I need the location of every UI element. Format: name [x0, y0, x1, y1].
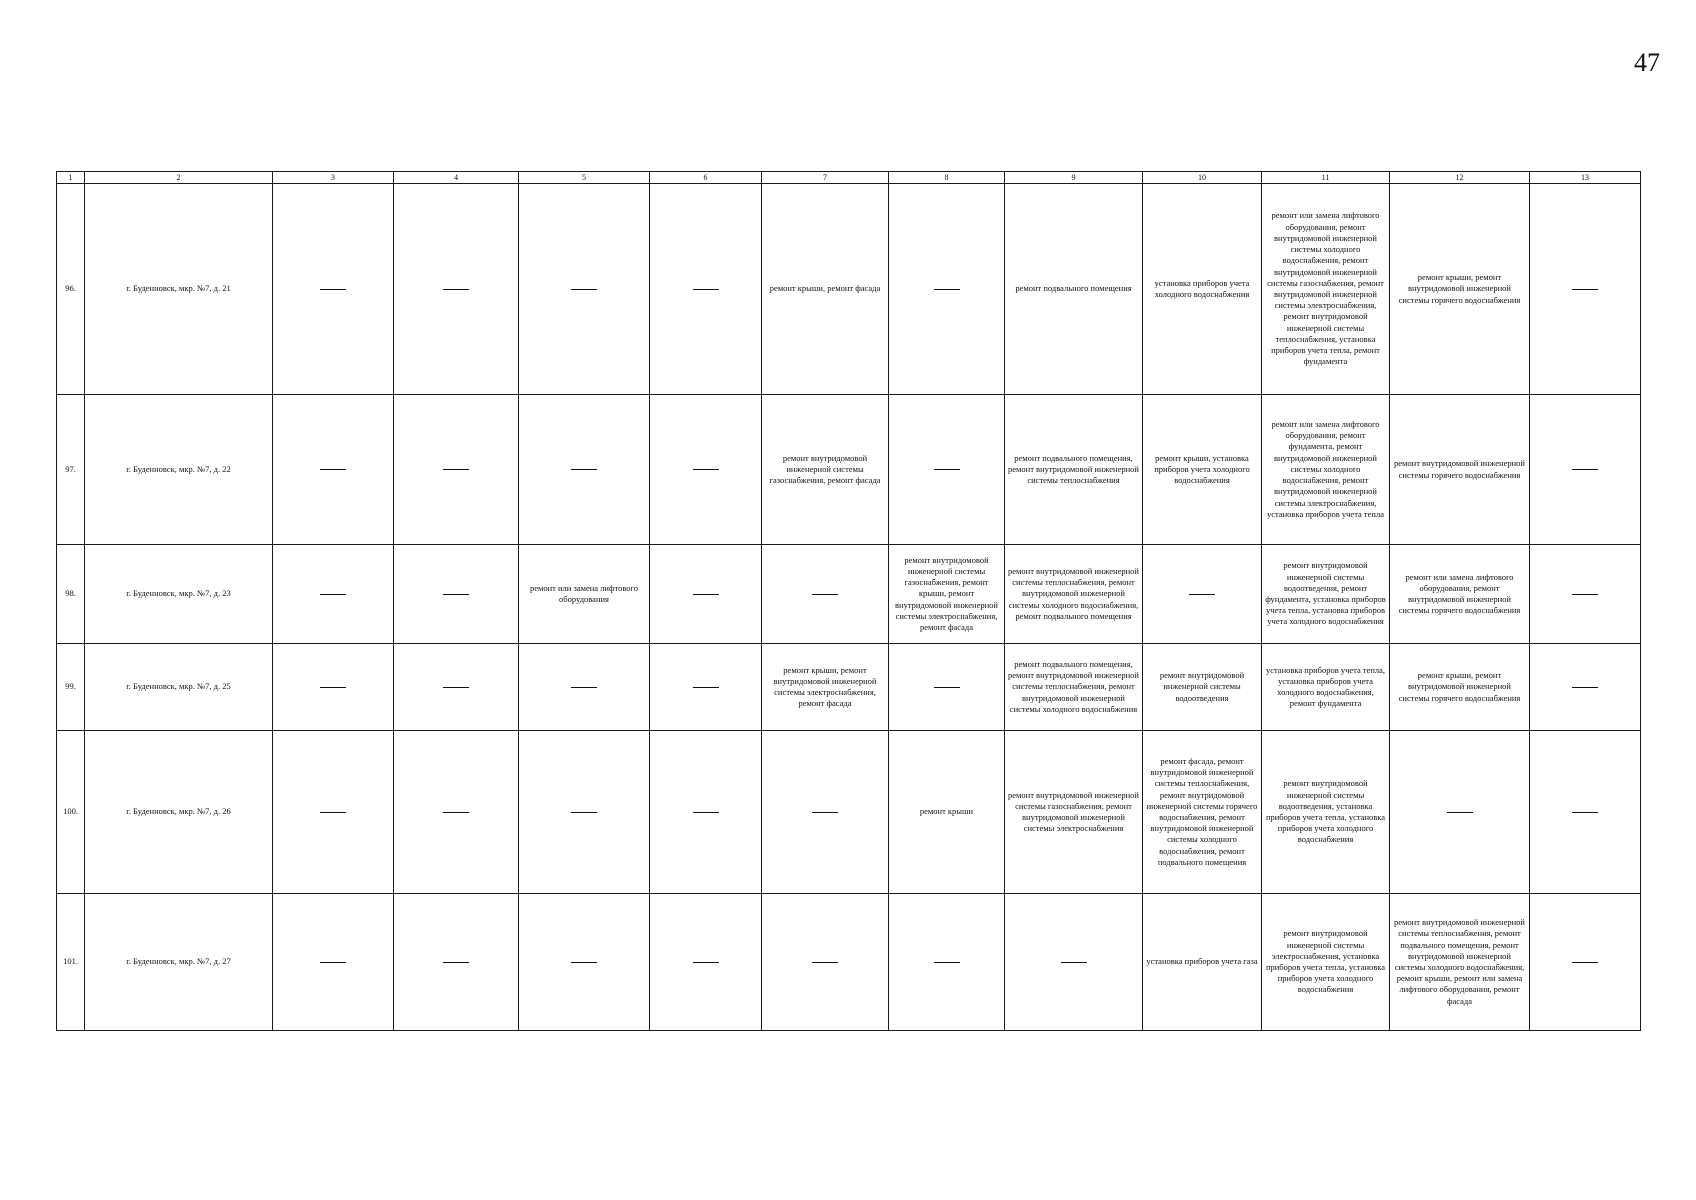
work-cell: ремонт крыши, ремонт внутридомовой инженерной системы электроснабжения, ремонт фасада [762, 644, 889, 731]
column-number-cell: 10 [1143, 172, 1262, 184]
empty-cell [273, 731, 394, 894]
work-cell: ремонт крыши, установка приборов учета холодного водоснабжения [1143, 395, 1262, 545]
page-number: 47 [1634, 48, 1660, 77]
table-row [57, 184, 1641, 395]
work-cell: ремонт крыши, ремонт внутридомовой инженерной системы горячего водоснабжения [1390, 644, 1530, 731]
table-row [57, 395, 1641, 545]
work-cell: ремонт подвального помещения, ремонт внутридомовой инженерной системы теплоснабжения [1005, 395, 1143, 545]
empty-cell [650, 894, 762, 1031]
empty-cell [273, 395, 394, 545]
empty-cell [394, 894, 519, 1031]
dash-mark [571, 469, 597, 470]
column-number-cell: 3 [273, 172, 394, 184]
dash-mark [934, 687, 960, 688]
address-cell: г. Буденновск, мкр. №7, д. 26 [85, 731, 273, 894]
work-cell: ремонт крыши, ремонт внутридомовой инженерной системы горячего водоснабжения [1390, 184, 1530, 395]
work-cell: ремонт или замена лифтового оборудования [519, 545, 650, 644]
dash-mark [1572, 812, 1598, 813]
dash-mark [693, 962, 719, 963]
dash-mark [443, 289, 469, 290]
dash-mark [320, 812, 346, 813]
dash-mark [443, 469, 469, 470]
work-cell: ремонт или замена лифтового оборудования, ремонт фундамента, ремонт внутридомовой инженерной системы холодного водоснабжения, ремонт внутридомовой инженерной системы электроснабжения, установка приборов учета тепла [1262, 395, 1390, 545]
dash-mark [812, 812, 838, 813]
dash-mark [1572, 289, 1598, 290]
work-cell: установка приборов учета газа [1143, 894, 1262, 1031]
address-cell: г. Буденновск, мкр. №7, д. 21 [85, 184, 273, 395]
empty-cell [1005, 894, 1143, 1031]
dash-mark [320, 594, 346, 595]
empty-cell [394, 731, 519, 894]
empty-cell [1390, 731, 1530, 894]
column-number-cell: 4 [394, 172, 519, 184]
column-number-cell: 12 [1390, 172, 1530, 184]
work-cell: ремонт или замена лифтового оборудования, ремонт внутридомовой инженерной системы горячего водоснабжения [1390, 545, 1530, 644]
empty-cell [273, 184, 394, 395]
dash-mark [1189, 594, 1215, 595]
dash-mark [812, 962, 838, 963]
dash-mark [693, 289, 719, 290]
empty-cell [650, 545, 762, 644]
dash-mark [571, 289, 597, 290]
work-cell: ремонт внутридомовой инженерной системы газоснабжения, ремонт крыши, ремонт внутридомовой инженерной системы электроснабжения, ремонт фасада [889, 545, 1005, 644]
work-cell: установка приборов учета холодного водоснабжения [1143, 184, 1262, 395]
table-row [57, 545, 1641, 644]
dash-mark [320, 687, 346, 688]
dash-mark [1572, 594, 1598, 595]
empty-cell [762, 731, 889, 894]
dash-mark [320, 289, 346, 290]
empty-cell [889, 644, 1005, 731]
empty-cell [650, 184, 762, 395]
empty-cell [889, 395, 1005, 545]
empty-cell [519, 731, 650, 894]
dash-mark [443, 962, 469, 963]
column-number-cell: 6 [650, 172, 762, 184]
dash-mark [1447, 812, 1473, 813]
empty-cell [1530, 644, 1641, 731]
work-cell: ремонт внутридомовой инженерной системы водоотведения [1143, 644, 1262, 731]
dash-mark [1572, 687, 1598, 688]
empty-cell [762, 894, 889, 1031]
work-cell: ремонт фасада, ремонт внутридомовой инженерной системы теплоснабжения, ремонт внутридомовой инженерной системы горячего водоснабжения, ремонт внутридомовой инженерной системы холодного водоснабжения, ремонт подвального помещения [1143, 731, 1262, 894]
table-row [57, 894, 1641, 1031]
dash-mark [320, 962, 346, 963]
dash-mark [443, 812, 469, 813]
dash-mark [320, 469, 346, 470]
work-cell: ремонт внутридомовой инженерной системы водоотведения, ремонт фундамента, установка приборов учета тепла, установка приборов учета холодного водоснабжения [1262, 545, 1390, 644]
empty-cell [394, 545, 519, 644]
empty-cell [650, 731, 762, 894]
column-number-cell: 8 [889, 172, 1005, 184]
dash-mark [934, 289, 960, 290]
column-number-cell: 13 [1530, 172, 1641, 184]
empty-cell [273, 644, 394, 731]
row-number: 99. [57, 644, 85, 731]
dash-mark [934, 962, 960, 963]
column-number-cell: 5 [519, 172, 650, 184]
empty-cell [762, 545, 889, 644]
work-cell: ремонт крыши, ремонт фасада [762, 184, 889, 395]
empty-cell [650, 395, 762, 545]
column-number-cell: 7 [762, 172, 889, 184]
row-number: 100. [57, 731, 85, 894]
empty-cell [394, 184, 519, 395]
address-cell: г. Буденновск, мкр. №7, д. 22 [85, 395, 273, 545]
empty-cell [889, 894, 1005, 1031]
dash-mark [693, 594, 719, 595]
column-number-cell: 11 [1262, 172, 1390, 184]
dash-mark [1572, 469, 1598, 470]
work-cell: установка приборов учета тепла, установка приборов учета холодного водоснабжения, ремонт фундамента [1262, 644, 1390, 731]
empty-cell [519, 644, 650, 731]
empty-cell [273, 545, 394, 644]
empty-cell [273, 894, 394, 1031]
empty-cell [519, 184, 650, 395]
row-number: 97. [57, 395, 85, 545]
address-cell: г. Буденновск, мкр. №7, д. 25 [85, 644, 273, 731]
empty-cell [1530, 395, 1641, 545]
dash-mark [571, 687, 597, 688]
empty-cell [1530, 184, 1641, 395]
dash-mark [571, 812, 597, 813]
work-cell: ремонт внутридомовой инженерной системы водоотведения, установка приборов учета тепла, установка приборов учета холодного водоснабжения [1262, 731, 1390, 894]
work-cell: ремонт крыши [889, 731, 1005, 894]
empty-cell [1530, 731, 1641, 894]
empty-cell [1530, 545, 1641, 644]
work-cell: ремонт подвального помещения, ремонт внутридомовой инженерной системы теплоснабжения, ремонт внутридомовой инженерной системы холодного водоснабжения [1005, 644, 1143, 731]
empty-cell [889, 184, 1005, 395]
dash-mark [934, 469, 960, 470]
work-cell: ремонт внутридомовой инженерной системы электроснабжения, установка приборов учета тепла, установка приборов учета холодного водоснабжения [1262, 894, 1390, 1031]
dash-mark [443, 594, 469, 595]
row-number: 98. [57, 545, 85, 644]
column-number-row [57, 172, 1641, 184]
empty-cell [394, 395, 519, 545]
empty-cell [650, 644, 762, 731]
work-cell: ремонт или замена лифтового оборудования, ремонт внутридомовой инженерной системы холодного водоснабжения, ремонт внутридомовой инженерной системы газоснабжения, ремонт внутридомовой инженерной системы электроснабжения, ремонт внутридомовой инженерной системы теплоснабжения, установка приборов учета тепла, ремонт фундамента [1262, 184, 1390, 395]
empty-cell [519, 395, 650, 545]
row-number: 101. [57, 894, 85, 1031]
empty-cell [519, 894, 650, 1031]
work-cell: ремонт внутридомовой инженерной системы теплоснабжения, ремонт внутридомовой инженерной системы холодного водоснабжения, ремонт подвального помещения [1005, 545, 1143, 644]
column-number-cell: 1 [57, 172, 85, 184]
empty-cell [394, 644, 519, 731]
address-cell: г. Буденновск, мкр. №7, д. 27 [85, 894, 273, 1031]
work-cell: ремонт внутридомовой инженерной системы теплоснабжения, ремонт подвального помещения, ремонт внутридомовой инженерной системы холодного водоснабжения, ремонт крыши, ремонт или замена лифтового оборудования, ремонт фасада [1390, 894, 1530, 1031]
row-number: 96. [57, 184, 85, 395]
work-cell: ремонт подвального помещения [1005, 184, 1143, 395]
work-cell: ремонт внутридомовой инженерной системы горячего водоснабжения [1390, 395, 1530, 545]
empty-cell [1143, 545, 1262, 644]
dash-mark [571, 962, 597, 963]
column-number-cell: 2 [85, 172, 273, 184]
dash-mark [1061, 962, 1087, 963]
dash-mark [693, 469, 719, 470]
work-cell: ремонт внутридомовой инженерной системы газоснабжения, ремонт внутридомовой инженерной системы электроснабжения [1005, 731, 1143, 894]
table-row [57, 731, 1641, 894]
dash-mark [693, 687, 719, 688]
repair-schedule-table [56, 171, 1641, 1031]
address-cell: г. Буденновск, мкр. №7, д. 23 [85, 545, 273, 644]
dash-mark [812, 594, 838, 595]
work-cell: ремонт внутридомовой инженерной системы газоснабжения, ремонт фасада [762, 395, 889, 545]
empty-cell [1530, 894, 1641, 1031]
dash-mark [443, 687, 469, 688]
column-number-cell: 9 [1005, 172, 1143, 184]
table-row [57, 644, 1641, 731]
dash-mark [693, 812, 719, 813]
dash-mark [1572, 962, 1598, 963]
